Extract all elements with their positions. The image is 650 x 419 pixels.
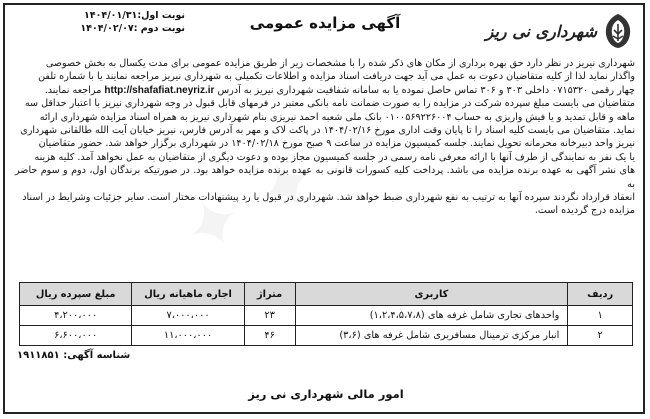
cell-deposit: ۶،۶۰۰،۰۰۰ <box>20 326 132 346</box>
municipality-emblem-icon <box>601 12 635 50</box>
body-text-fragment: مراجعه نمایند. <box>44 84 102 96</box>
table-header-row <box>20 283 633 306</box>
municipality-logo <box>465 11 635 51</box>
body-line: مزایده درج گردیده است. <box>534 205 635 217</box>
body-line <box>15 84 635 97</box>
auction-notice <box>3 3 645 414</box>
turn-second: نوبت دوم :۱۴۰۴/۰۲/۰۷ <box>80 23 185 34</box>
col-usage: کاربری <box>295 283 568 306</box>
publication-turns <box>75 9 185 35</box>
col-monthly-rent: اجاره ماهیانه ریال <box>132 283 244 306</box>
turn-first: نوبت اول:۱۴۰۴/۰۱/۳۱ <box>84 10 185 21</box>
signature: امور مالی شهرداری نی ریز <box>248 387 404 401</box>
body-line: واگذار نماید لذا از کلیه متقاضیان دعوت به عمل می آید جهت دریافت اسناد مزایده و اطلاعات تکمیلی به شهرداری نیریز مراجعه نمایند یا با شماره تلفن <box>38 71 635 83</box>
auction-items-table <box>19 282 633 346</box>
body-line: یا یک نفر به نمایندگی از طرف آنها با ارائه معرفی نامه رسمی در جلسه کمیسیون مجاز بوده و دعوت دیگری از متقاضیان به عمل نخواهد آمد. کلیه هزینه <box>34 151 635 163</box>
cell-area: ۴۶ <box>244 326 295 346</box>
notice-id: شناسه آگهی: ۱۹۱۱۸۵۱ <box>17 350 131 361</box>
logo-text: شهرداری نی ریز <box>485 21 597 41</box>
cell-area: ۲۳ <box>244 306 295 326</box>
cell-row-number: ۲ <box>568 326 633 346</box>
body-line: ماهه و قابل تمدید و یا فیش واریزی به حساب ۰۱۰۰۵۶۹۲۲۶۰۰۴ بانک ملی شعبه احمد نیریزی بنام شهرداری نیریز به همراه اسناد مزایده شهرداری ارائه <box>39 111 635 123</box>
body-line: های نشر آگهی به عهده برنده مزایده می باشد. پرداخت کلیه کسورات قانونی به عهده برنده مزایده خواهد بود. در صورتیکه برندگان اول، دوم و سوم حاضر به <box>15 165 635 190</box>
col-row-number: ردیف <box>568 283 633 306</box>
cell-usage: انبار مرکزی ترمینال مسافربری شامل غرفه های (۳،۶) <box>295 326 568 346</box>
body-line: نیریز واحد دبیرخانه محرمانه تحویل نمایند. جلسه کمیسیون مزایده در ساعت ۹ صبح مورخ ۱۴۰۴/۰۲/۱۸ در شهرداری برگزار خواهد شد. حضور متقاضیان <box>38 138 635 150</box>
transparency-link[interactable]: http://shafafiat.neyriz.ir <box>104 84 215 96</box>
col-deposit: مبلغ سپرده ریال <box>20 283 132 306</box>
body-text-fragment: چهار رقمی ۰۷۱۵۳۲۰ داخلی ۳۰۳ و ۳۰۶ تماس حاصل نموده یا به سامانه شفافیت شهرداری نیریز به آدرس <box>217 84 635 96</box>
body-line: متقاضیان می بایست مبلغ سپرده شرکت در مزایده را به صورت ضمانت نامه بانکی معتبر در فرمهای قابل قبول در وجه شهرداری نیریز با اعتبار حداقل سه <box>24 98 635 110</box>
table-row <box>20 326 633 346</box>
page-title: آگهی مزایده عمومی <box>249 14 401 32</box>
body-line: نماید. متقاضیان می بایست کلیه اسناد را تا پایان وقت اداری مورخ ۱۴۰۴/۰۲/۱۶ در پاکت لاک و مهر به آدرس فارس، نیریز خیابان آیت الله طالقانی شهرداری <box>20 125 635 137</box>
col-area: متراژ <box>244 283 295 306</box>
cell-monthly-rent: ۱۱،۰۰۰،۰۰۰ <box>132 326 244 346</box>
body-line: شهرداری نیریز در نظر دارد حق بهره برداری از مکان های ذکر شده را با مشخصات زیر از طریق مزایده عمومی برای مدت یکسال به بخش خصوصی <box>45 58 635 69</box>
cell-deposit: ۴،۲۰۰،۰۰۰ <box>20 306 132 326</box>
cell-monthly-rent: ۷،۰۰۰،۰۰۰ <box>132 306 244 326</box>
cell-usage: واحدهای تجاری شامل غرفه های (۱،۲،۴،۵،۷،۸) <box>295 306 568 326</box>
body-line: انعقاد قرارداد نگردند سپرده آنها به ترتیب به نفع شهرداری ضبط خواهد شد. شهرداری در قبول یا رد پیشنهادات مختار است. سایر جزئیات وشرایط در اسناد <box>22 192 635 204</box>
cell-row-number: ۱ <box>568 306 633 326</box>
notice-body <box>15 57 635 218</box>
table-row <box>20 306 633 326</box>
